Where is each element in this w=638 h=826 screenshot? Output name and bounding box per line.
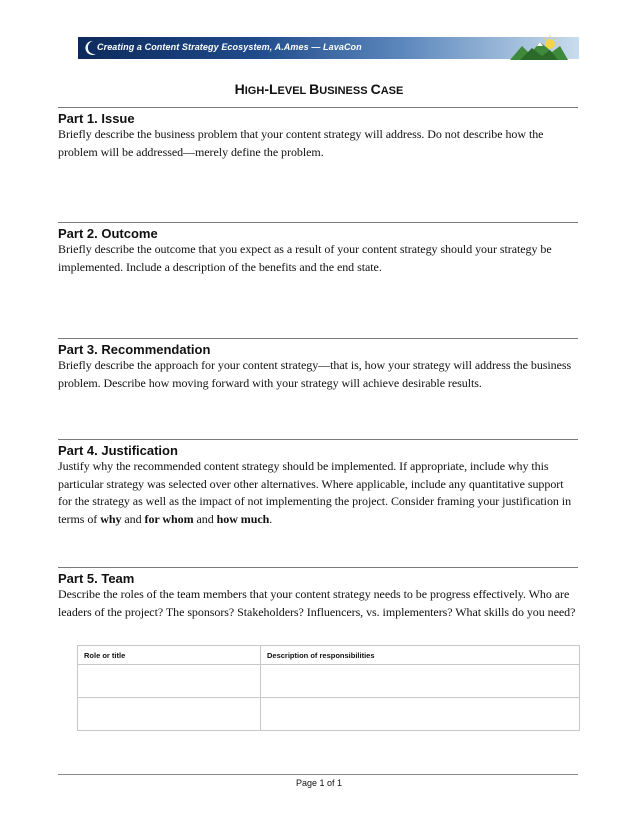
table-row — [78, 698, 580, 731]
section-heading: Part 2. Outcome — [58, 226, 158, 241]
section-heading: Part 1. Issue — [58, 111, 135, 126]
role-cell[interactable] — [78, 698, 261, 731]
banner-text: Creating a Content Strategy Ecosystem, A.Ames — LavaCon — [97, 42, 362, 52]
section-description: Justify why the recommended content strategy should be implemented. If appropriate, include why this particular strategy was selected over other alternatives. Where applicable, include any quantitative support for the strategy as well as the impact of not implementing the project. Consider framing your justification in terms of why and for whom and how much. — [58, 459, 572, 526]
section-description: Briefly describe the business problem that your content strategy will address. Do not describe how the problem will be addressed—merely define the problem. — [58, 127, 544, 159]
column-header-description: Description of responsibilities — [261, 646, 580, 665]
section-divider — [58, 439, 578, 440]
section-divider — [58, 338, 578, 339]
mountain-sun-logo — [506, 34, 570, 62]
role-cell[interactable] — [78, 665, 261, 698]
section-part-2 — [58, 226, 578, 276]
description-cell[interactable] — [261, 698, 580, 731]
section-heading: Part 5. Team — [58, 571, 135, 586]
section-part-5 — [58, 571, 578, 621]
team-table — [77, 645, 580, 731]
moon-icon — [84, 40, 98, 56]
section-divider — [58, 107, 578, 108]
footer-divider — [58, 774, 578, 775]
section-description: Briefly describe the approach for your content strategy—that is, how your strategy will address the business problem. Describe how moving forward with your strategy will achieve desirable results. — [58, 358, 572, 390]
document-title: HIGH-LEVEL BUSINESS CASE — [234, 81, 404, 97]
column-header-role: Role or title — [78, 646, 261, 665]
section-divider — [58, 567, 578, 568]
section-description: Describe the roles of the team members that your content strategy needs to be progress effectively. Who are leaders of the project? The sponsors? Stakeholders? Influencers, vs. implementers? What skills do you need? — [58, 587, 576, 619]
section-description: Briefly describe the outcome that you expect as a result of your content strategy should your strategy be implemented. Include a description of the benefits and the end state. — [58, 242, 552, 274]
section-part-4 — [58, 443, 578, 528]
section-heading: Part 3. Recommendation — [58, 342, 211, 357]
section-heading: Part 4. Justification — [58, 443, 178, 458]
table-row — [78, 665, 580, 698]
section-part-3 — [58, 342, 578, 392]
section-part-1 — [58, 111, 578, 161]
page-number: Page 1 of 1 — [295, 778, 343, 788]
section-divider — [58, 222, 578, 223]
table-header-row — [78, 646, 580, 665]
description-cell[interactable] — [261, 665, 580, 698]
